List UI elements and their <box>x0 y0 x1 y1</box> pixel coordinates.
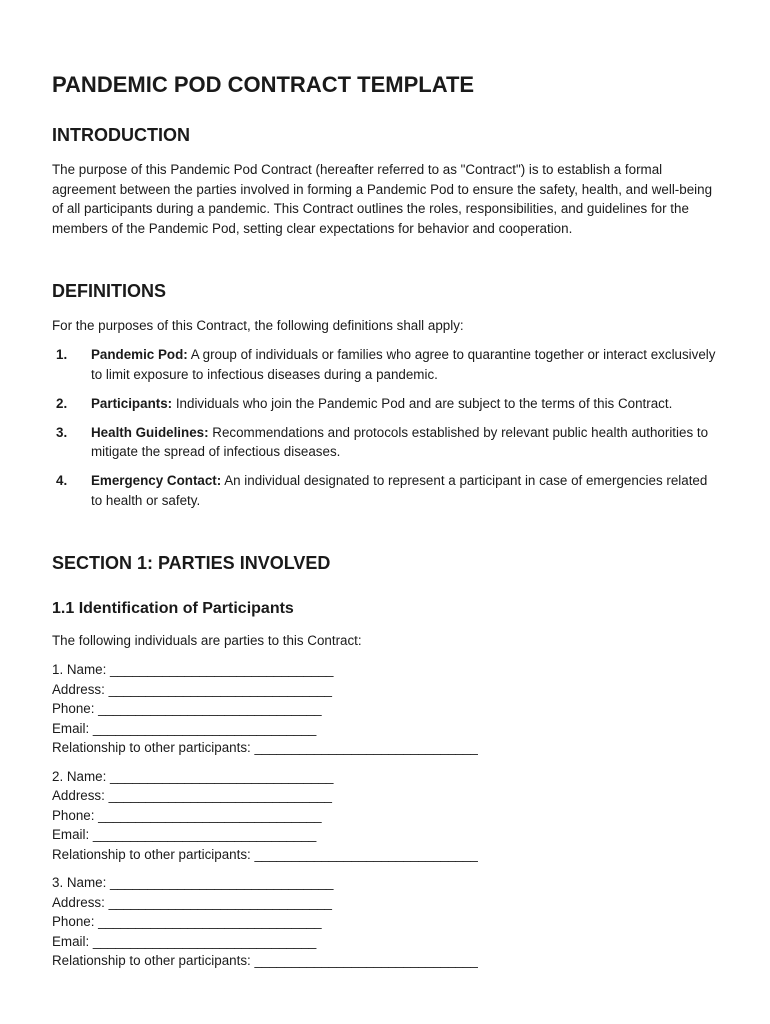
introduction-paragraph: The purpose of this Pandemic Pod Contract (hereafter referred to as "Contract") is to establish a formal agreement between the parties involved in forming a Pandemic Pod to ensure the safety, health, and well-being of all participants during a pandemic. This Contract outlines the roles, responsibilities, and guidelines for the members of the Pandemic Pod, setting clear expectations for behavior and cooperation. <box>52 162 713 236</box>
section1-heading: SECTION 1: PARTIES INVOLVED <box>52 553 331 573</box>
participant-email-field[interactable]: Email: ______________________________ <box>52 827 317 842</box>
participant-relationship-field[interactable]: Relationship to other participants: ______________________________ <box>52 953 478 968</box>
participant-email-field[interactable]: Email: ______________________________ <box>52 933 317 949</box>
participant-name-field[interactable]: 3. Name: ______________________________ <box>52 875 334 890</box>
participant-block <box>52 873 722 971</box>
introduction-heading: INTRODUCTION <box>52 125 190 145</box>
definition-text: A group of individuals or families who agree to quarantine together or interact exclusively to limit exposure to infectious diseases during a pandemic. <box>91 347 716 382</box>
participant-email-field[interactable]: Email: ______________________________ <box>52 720 317 736</box>
participant-address-field[interactable]: Address: ______________________________ <box>52 681 332 697</box>
definitions-intro: For the purposes of this Contract, the following definitions shall apply: <box>52 318 464 333</box>
definition-item <box>52 345 722 384</box>
definition-item <box>52 471 722 510</box>
participant-block <box>52 767 722 865</box>
document-title: PANDEMIC POD CONTRACT TEMPLATE <box>52 72 475 97</box>
participant-relationship-field[interactable]: Relationship to other participants: ______________________________ <box>52 740 478 755</box>
definition-item <box>52 423 722 462</box>
definition-term: Participants: <box>91 395 173 411</box>
section1-intro: The following individuals are parties to this Contract: <box>52 633 362 648</box>
definition-number: 2. <box>56 395 68 411</box>
definition-number: 4. <box>56 473 68 488</box>
participant-phone-field[interactable]: Phone: ______________________________ <box>52 807 322 823</box>
participant-name-field[interactable]: 1. Name: ______________________________ <box>52 662 334 677</box>
definition-text: An individual designated to represent a participant in case of emergencies related to health or safety. <box>91 473 708 508</box>
participant-name-field[interactable]: 2. Name: ______________________________ <box>52 768 334 784</box>
participant-phone-field[interactable]: Phone: ______________________________ <box>52 914 322 929</box>
definition-number: 3. <box>56 424 68 440</box>
participant-address-field[interactable]: Address: ______________________________ <box>52 788 332 803</box>
section1-subheading: 1.1 Identification of Participants <box>52 600 294 617</box>
definition-item <box>52 394 722 414</box>
definition-term: Pandemic Pod: <box>91 347 188 362</box>
definition-number: 1. <box>56 347 68 362</box>
definition-text: Recommendations and protocols established by relevant public health authorities to mitigate the spread of infectious diseases. <box>91 424 709 459</box>
definition-text: Individuals who join the Pandemic Pod and are subject to the terms of this Contract. <box>172 395 673 411</box>
definition-term: Health Guidelines: <box>91 424 209 440</box>
participant-phone-field[interactable]: Phone: ______________________________ <box>52 701 322 716</box>
participant-address-field[interactable]: Address: ______________________________ <box>52 894 332 910</box>
definition-term: Emergency Contact: <box>91 473 222 488</box>
participants-list <box>52 660 722 980</box>
definitions-heading: DEFINITIONS <box>52 281 167 301</box>
definitions-list <box>52 345 722 520</box>
participant-block <box>52 660 722 758</box>
participant-relationship-field[interactable]: Relationship to other participants: ______________________________ <box>52 846 478 862</box>
